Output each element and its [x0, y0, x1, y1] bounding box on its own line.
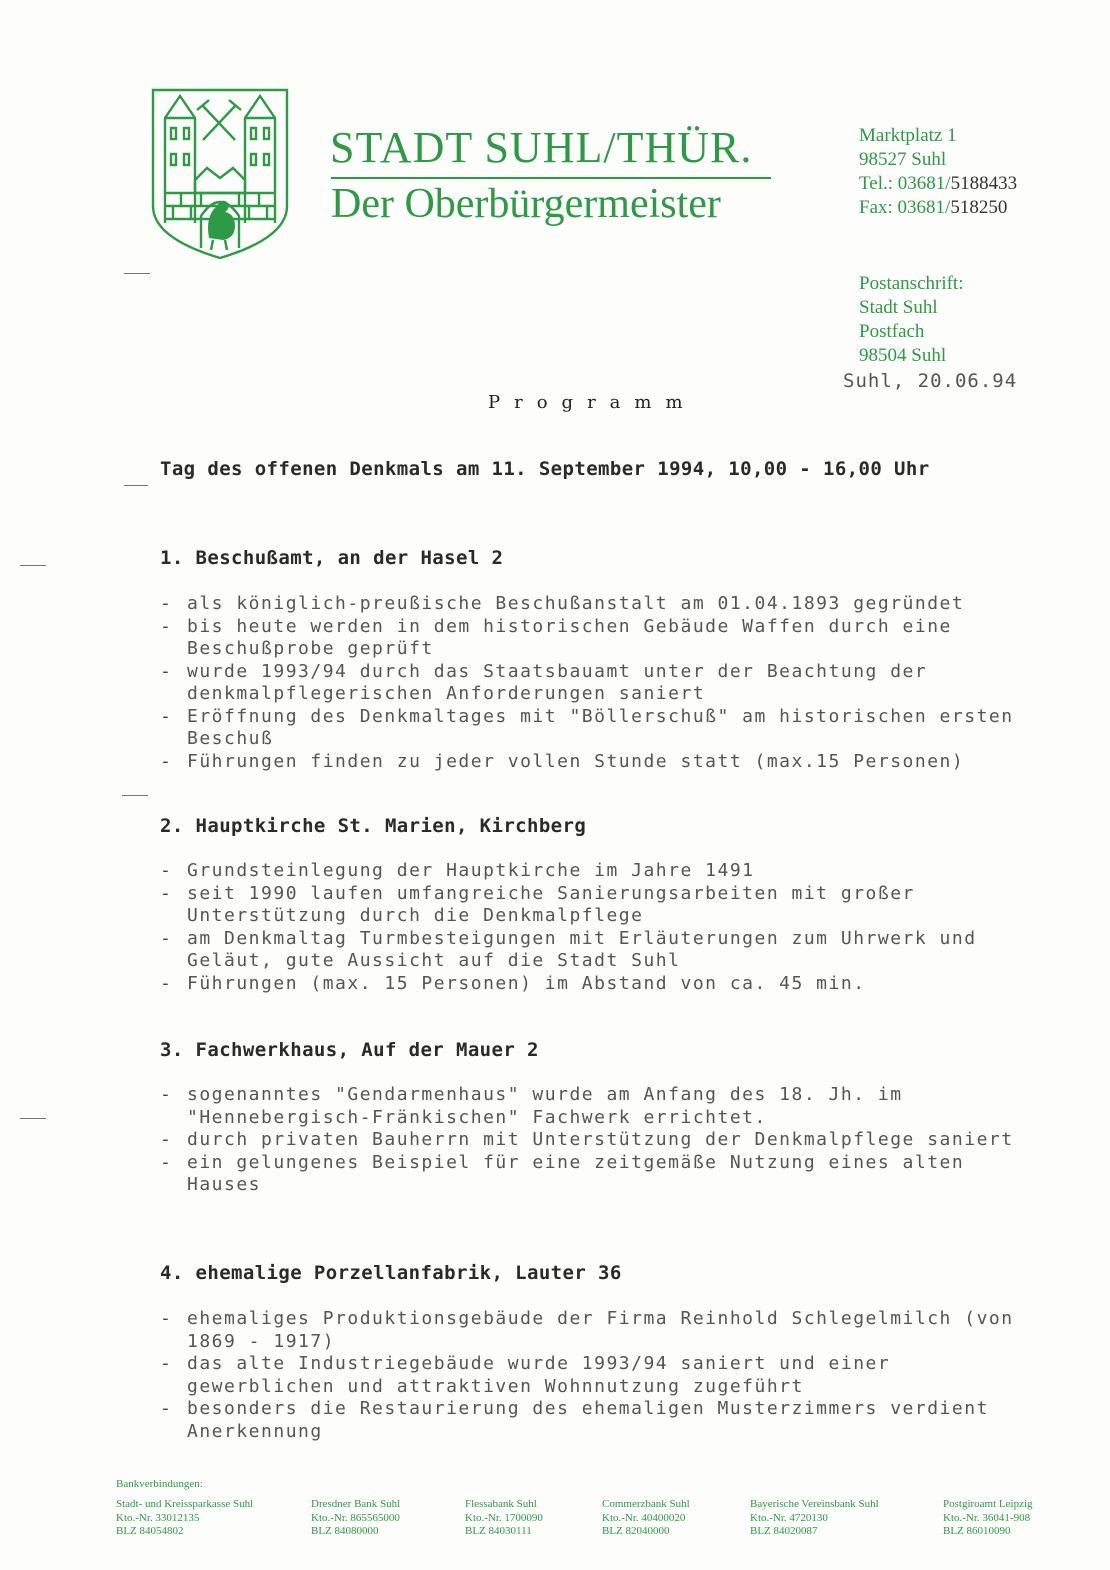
address-fax	[859, 196, 1017, 220]
bank-entry	[311, 1498, 400, 1539]
bank-blz: BLZ 84080000	[311, 1525, 379, 1537]
event-line: Tag des offenen Denkmals am 11. September 1994, 10,00 - 16,00 Uhr	[160, 458, 930, 480]
bank-entry	[465, 1498, 543, 1539]
tel-label: Tel.:	[859, 173, 894, 194]
list-item: - bis heute werden in dem historischen Gebäude Waffen durch eine Beschußprobe geprüft	[160, 616, 1040, 661]
address-tel	[859, 172, 1017, 196]
section-3-list	[160, 1084, 1040, 1197]
section-1-list	[160, 593, 1040, 773]
bank-blz: BLZ 84054802	[116, 1525, 184, 1537]
bank-blz: BLZ 82040000	[602, 1525, 670, 1537]
bank-name: Flessabank Suhl	[465, 1498, 537, 1510]
section-4-title: 4. ehemalige Porzellanfabrik, Lauter 36	[160, 1262, 622, 1284]
post-line-1: Stadt Suhl	[859, 297, 938, 318]
bank-blz: BLZ 84020087	[750, 1525, 818, 1537]
section-1-title: 1. Beschußamt, an der Hasel 2	[160, 547, 504, 569]
postal-address-block	[859, 272, 964, 368]
list-item: - Eröffnung des Denkmaltages mit "Böllerschuß" am historischen ersten Beschuß	[160, 706, 1040, 751]
post-heading: Postanschrift:	[859, 273, 964, 294]
bank-account: Kto.-Nr. 865565000	[311, 1511, 400, 1524]
bank-name: Bayerische Vereinsbank Suhl	[750, 1498, 879, 1510]
post-line-3: 98504 Suhl	[859, 345, 947, 366]
section-4-list	[160, 1308, 1040, 1443]
list-item: - das alte Industriegebäude wurde 1993/94 saniert und einer gewerblichen und attraktiven Wohnnutzung zugeführt	[160, 1353, 1040, 1398]
date-line: Suhl, 20.06.94	[843, 370, 1018, 392]
bank-blz: BLZ 86010090	[943, 1525, 1011, 1537]
list-item: - besonders die Restaurierung des ehemaligen Musterzimmers verdient Anerkennung	[160, 1398, 1040, 1443]
bank-name: Dresdner Bank Suhl	[311, 1498, 401, 1510]
bank-account: Kto.-Nr. 40400020	[602, 1511, 686, 1524]
post-line-2: Postfach	[859, 321, 925, 342]
address-street: Marktplatz 1	[859, 125, 957, 146]
list-item: - ein gelungenes Beispiel für eine zeitgemäße Nutzung eines alten Hauses	[160, 1152, 1040, 1197]
fold-mark	[122, 795, 148, 796]
bank-entry	[750, 1498, 879, 1539]
bank-account: Kto.-Nr. 4720130	[750, 1511, 828, 1524]
punch-mark	[20, 1118, 46, 1119]
bank-blz: BLZ 84030111	[465, 1525, 532, 1537]
fold-mark	[124, 273, 150, 274]
bank-entry	[943, 1498, 1033, 1539]
list-item: - ehemaliges Produktionsgebäude der Firma Reinhold Schlegelmilch (von 1869 - 1917)	[160, 1308, 1040, 1353]
section-2-list	[160, 860, 1040, 995]
bank-heading: Bankverbindungen:	[116, 1478, 203, 1490]
suhl-coat-of-arms-icon	[151, 88, 289, 260]
tel-prefix: 03681/	[897, 173, 951, 194]
bank-account: Kto.-Nr. 33012135	[116, 1511, 200, 1524]
address-postal-city: 98527 Suhl	[859, 149, 947, 170]
fold-mark	[124, 485, 148, 486]
program-title: Programm	[488, 392, 697, 413]
letterhead-city: STADT SUHL/THÜR.	[330, 123, 753, 172]
bank-name: Stadt- und Kreissparkasse Suhl	[116, 1498, 254, 1510]
fax-number: 518250	[950, 197, 1008, 218]
punch-mark	[20, 565, 46, 566]
bank-name: Commerzbank Suhl	[602, 1498, 690, 1510]
address-block	[859, 124, 1017, 220]
fax-prefix: 03681/	[897, 197, 951, 218]
list-item: - am Denkmaltag Turmbesteigungen mit Erläuterungen zum Uhrwerk und Geläut, gute Aussicht auf die Stadt Suhl	[160, 928, 1040, 973]
list-item: - durch privaten Bauherrn mit Unterstützung der Denkmalpflege saniert	[160, 1129, 1040, 1152]
tel-number: 5188433	[950, 173, 1018, 194]
letterhead-rule	[331, 177, 771, 179]
list-item: - Führungen (max. 15 Personen) im Abstand von ca. 45 min.	[160, 973, 1040, 996]
list-item: - Grundsteinlegung der Hauptkirche im Jahre 1491	[160, 860, 1040, 883]
bank-entry	[602, 1498, 690, 1539]
bank-name: Postgiroamt Leipzig	[943, 1498, 1033, 1510]
fax-label: Fax:	[859, 197, 893, 218]
list-item: - als königlich-preußische Beschußanstalt am 01.04.1893 gegründet	[160, 593, 1040, 616]
list-item: - Führungen finden zu jeder vollen Stunde statt (max.15 Personen)	[160, 751, 1040, 774]
section-3-title: 3. Fachwerkhaus, Auf der Mauer 2	[160, 1039, 539, 1061]
list-item: - wurde 1993/94 durch das Staatsbauamt unter der Beachtung der denkmalpflegerischen Anforderungen saniert	[160, 661, 1040, 706]
section-2-title: 2. Hauptkirche St. Marien, Kirchberg	[160, 815, 587, 837]
bank-account: Kto.-Nr. 36041-908	[943, 1511, 1031, 1524]
list-item: - sogenanntes "Gendarmenhaus" wurde am Anfang des 18. Jh. im "Hennebergisch-Fränkischen" Fachwerk errichtet.	[160, 1084, 1040, 1129]
bank-account: Kto.-Nr. 1700090	[465, 1511, 543, 1524]
bank-entry	[116, 1498, 253, 1539]
letterhead-office: Der Oberbürgermeister	[331, 181, 721, 227]
list-item: - seit 1990 laufen umfangreiche Sanierungsarbeiten mit großer Unterstützung durch die Denkmalpflege	[160, 883, 1040, 928]
